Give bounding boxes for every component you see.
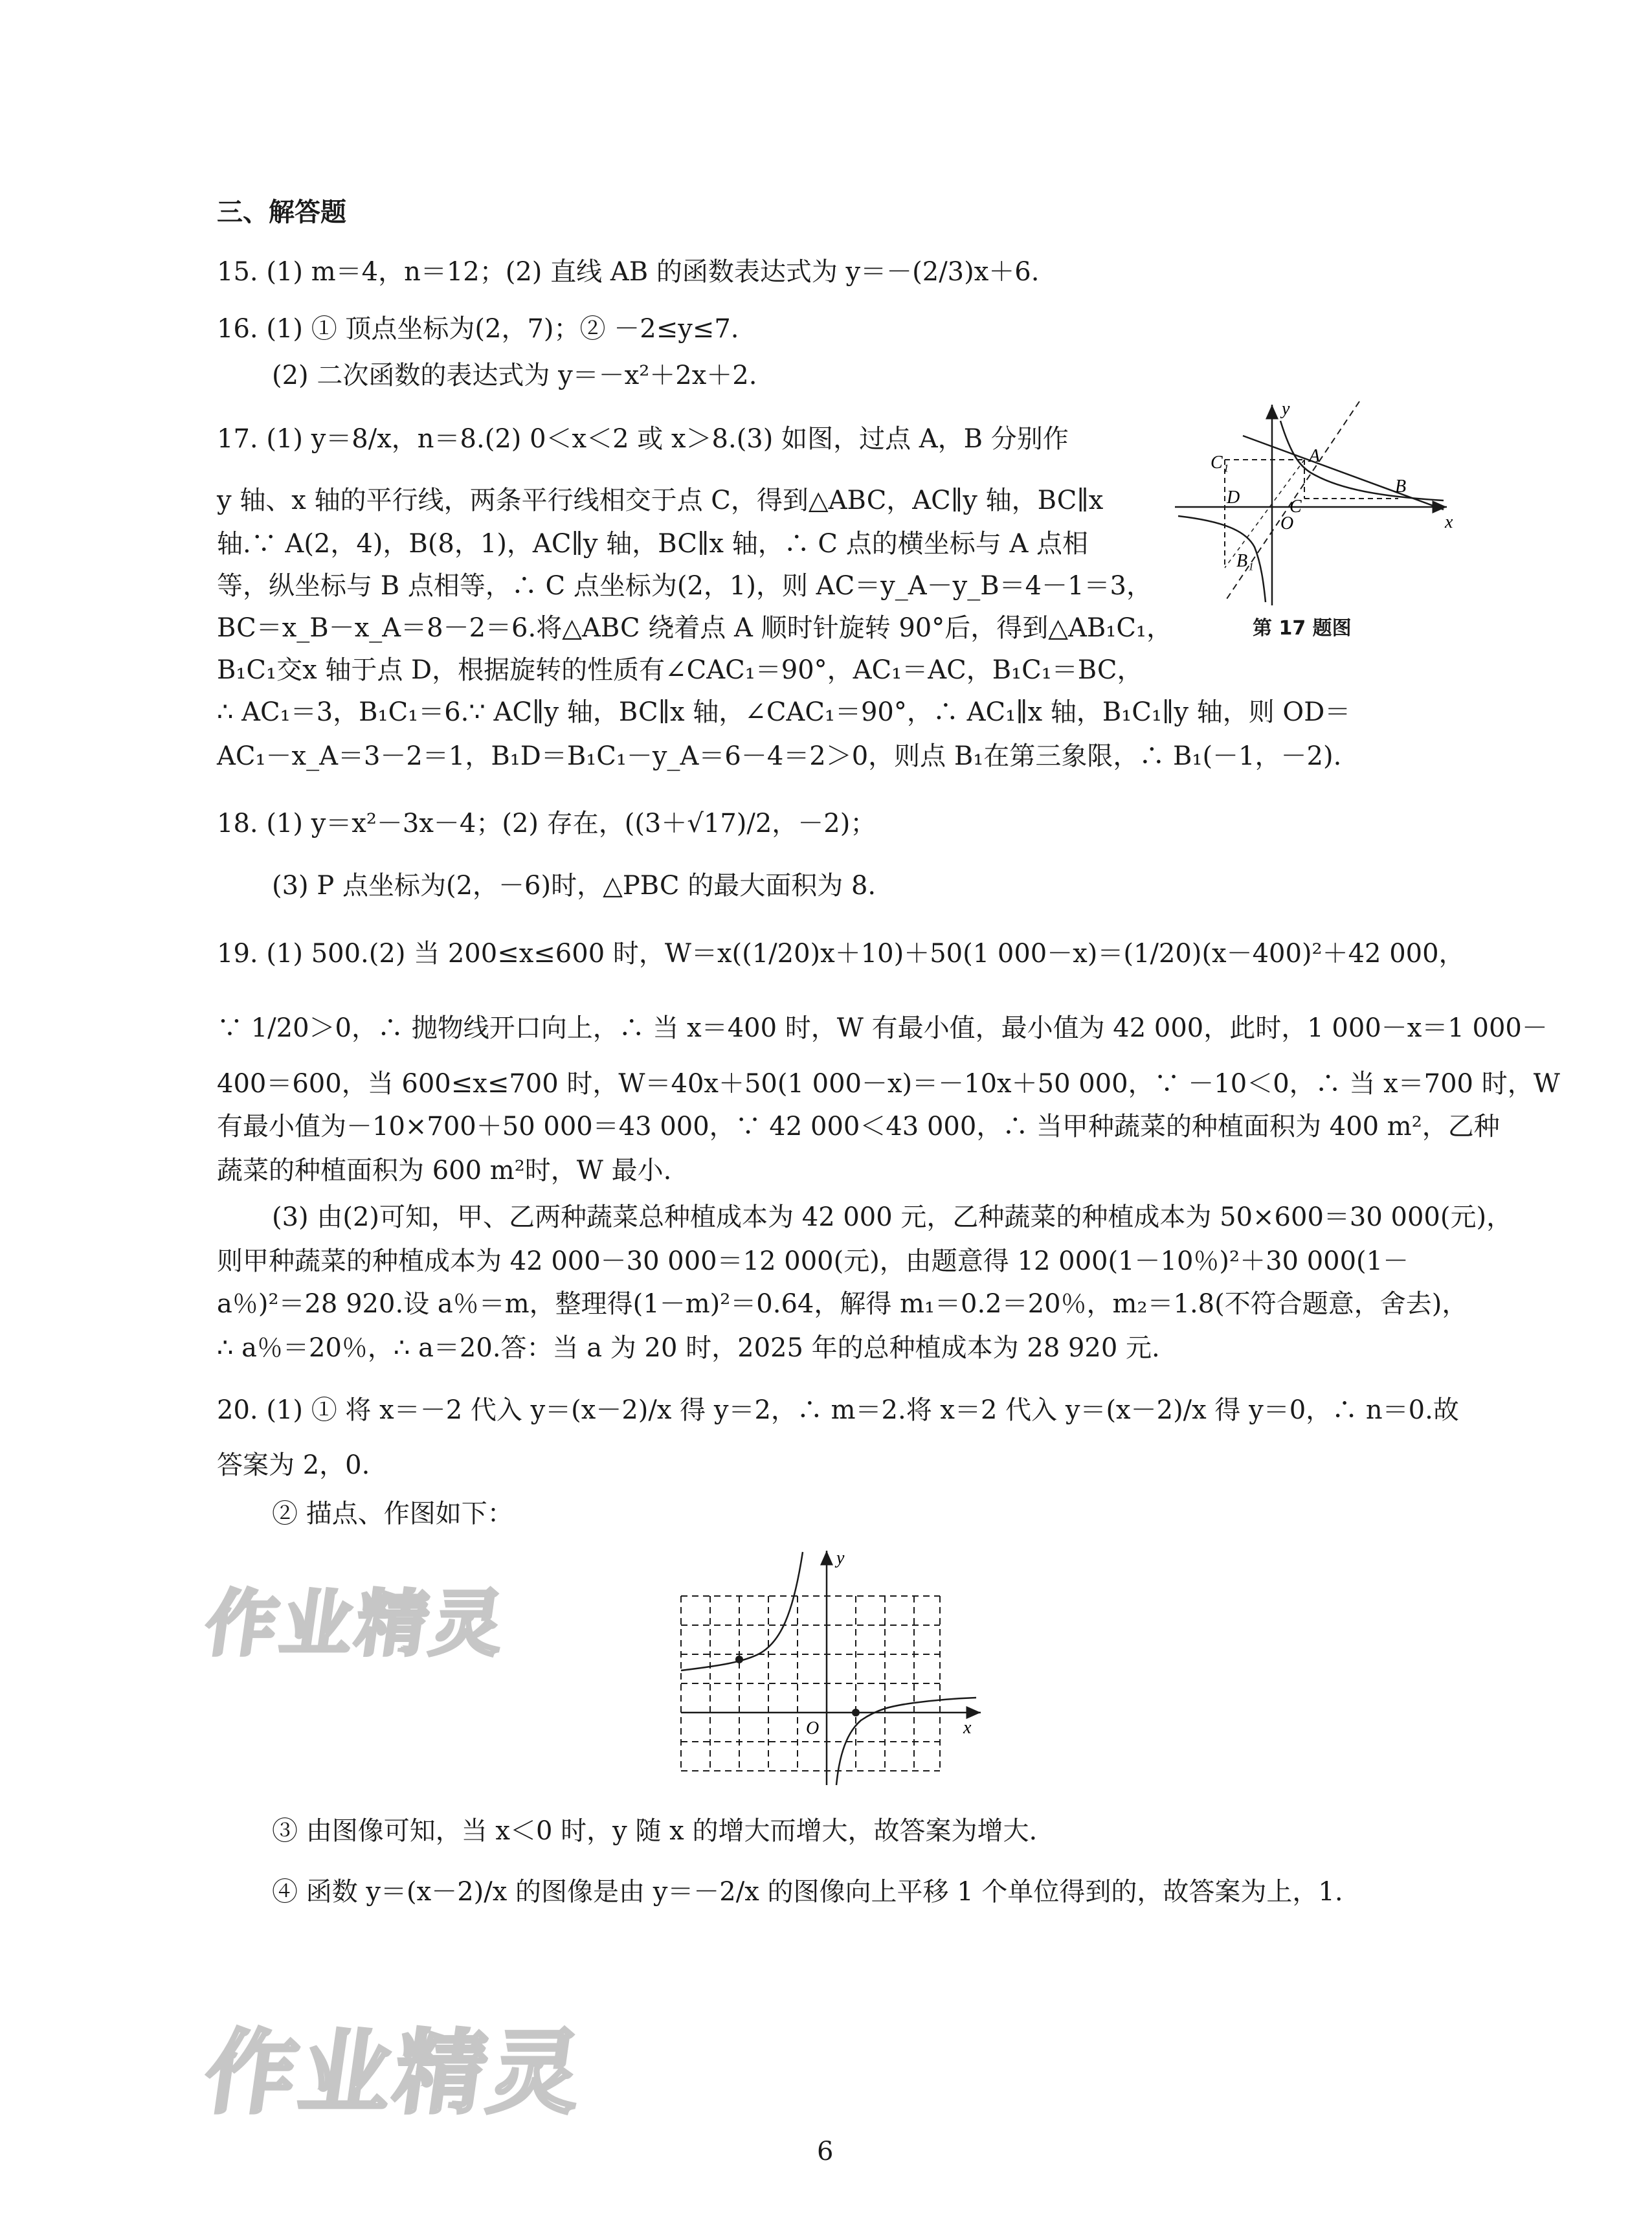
watermark-bottom: 作业精灵	[198, 2021, 592, 2126]
fig17-label-d: D	[1227, 488, 1240, 508]
figure-20	[673, 1544, 990, 1790]
answer-17-line-6: B₁C₁交x 轴于点 D，根据旋转的性质有∠CAC₁＝90°，AC₁＝AC，B₁C₁＝BC，	[217, 655, 1143, 685]
answer-20-line-2: 答案为 2，0.	[217, 1450, 370, 1480]
answer-19-line-7: 则甲种蔬菜的种植成本为 42 000－30 000＝12 000(元)，由题意得 12 000(1－10％)²＋30 000(1－	[217, 1246, 1409, 1276]
answer-16-1: 16. (1) ① 顶点坐标为(2，7)；② －2≤y≤7.	[217, 314, 739, 344]
fig17-label-y: y	[1282, 399, 1290, 419]
fig20-label-y: y	[836, 1548, 845, 1568]
fig20-label-o: O	[806, 1718, 820, 1738]
answer-20-line-4: ③ 由图像可知，当 x＜0 时，y 随 x 的增大而增大，故答案为增大.	[272, 1816, 1038, 1846]
fig20-label-x: x	[963, 1718, 972, 1738]
answer-17-line-1: 17. (1) y＝8/x，n＝8.(2) 0＜x＜2 或 x＞8.(3) 如图，过点 A，B 分别作	[217, 424, 1069, 454]
answer-19-line-5: 蔬菜的种植面积为 600 m²时，W 最小.	[217, 1156, 672, 1186]
fig17-label-c1: C₁	[1211, 453, 1229, 473]
answer-20-line-5: ④ 函数 y＝(x－2)/x 的图像是由 y＝－2/x 的图像向上平移 1 个单位得到的，故答案为上，1.	[272, 1877, 1343, 1907]
section-title: 三、解答题	[217, 197, 346, 227]
answer-17-line-8: AC₁－x_A＝3－2＝1，B₁D＝B₁C₁－y_A＝6－4＝2＞0，则点 B₁在第三象限，∴ B₁(－1，－2).	[217, 741, 1342, 771]
fig17-label-c: C	[1289, 497, 1302, 517]
answer-19-line-4: 有最小值为－10×700＋50 000＝43 000，∵ 42 000＜43 000，∴ 当甲种蔬菜的种植面积为 400 m²，乙种	[217, 1112, 1500, 1141]
answer-20-line-1: 20. (1) ① 将 x＝－2 代入 y＝(x－2)/x 得 y＝2，∴ m＝2.将 x＝2 代入 y＝(x－2)/x 得 y＝0，∴ n＝0.故	[217, 1395, 1459, 1425]
watermark-mid: 作业精灵	[200, 1582, 513, 1665]
fig17-label-a: A	[1309, 446, 1321, 466]
fig20-curve-left	[681, 1552, 803, 1670]
answer-15: 15. (1) m＝4，n＝12；(2) 直线 AB 的函数表达式为 y＝－(2/3)x＋6.	[217, 257, 1040, 287]
fig20-point-n	[852, 1709, 860, 1716]
answer-17-line-3: 轴.∵ A(2，4)，B(8，1)，AC∥y 轴，BC∥x 轴，∴ C 点的横坐标与 A 点相	[217, 529, 1089, 559]
figure-17-caption: 第 17 题图	[1253, 617, 1352, 640]
answer-19-line-6: (3) 由(2)可知，甲、乙两种蔬菜总种植成本为 42 000 元，乙种蔬菜的种植成本为 50×600＝30 000(元)，	[272, 1202, 1513, 1232]
answer-19-line-3: 400＝600，当 600≤x≤700 时，W＝40x＋50(1 000－x)＝－10x＋50 000，∵ －10＜0，∴ 当 x＝700 时，W	[217, 1069, 1560, 1099]
fig17-label-o: O	[1280, 513, 1294, 534]
fig20-point-m	[735, 1656, 743, 1663]
answer-19-line-8: a％)²＝28 920.设 a％＝m，整理得(1－m)²＝0.64，解得 m₁＝0.2＝20％，m₂＝1.8(不符合题意，舍去)，	[217, 1289, 1468, 1319]
fig17-label-x: x	[1445, 512, 1453, 532]
answer-18-1: 18. (1) y＝x²－3x－4；(2) 存在，((3＋√17)/2，－2)；	[217, 809, 876, 838]
fig17-label-b: B	[1395, 477, 1407, 497]
answer-19-line-1: 19. (1) 500.(2) 当 200≤x≤600 时，W＝x((1/20)x＋10)＋50(1 000－x)＝(1/20)(x－400)²＋42 000，	[217, 939, 1465, 969]
answer-17-line-5: BC＝x_B－x_A＝8－2＝6.将△ABC 绕着点 A 顺时针旋转 90°后，得到△AB₁C₁，	[217, 613, 1172, 643]
page-number: 6	[817, 2137, 834, 2166]
figure-17	[1172, 398, 1463, 612]
answer-17-line-7: ∴ AC₁＝3，B₁C₁＝6.∵ AC∥y 轴，BC∥x 轴，∠CAC₁＝90°，∴ AC₁∥x 轴，B₁C₁∥y 轴，则 OD＝	[217, 697, 1351, 727]
answer-17-line-4: 等，纵坐标与 B 点相等，∴ C 点坐标为(2，1)，则 AC＝y_A－y_B＝4－1＝3，	[217, 571, 1152, 601]
answer-16-2: (2) 二次函数的表达式为 y＝－x²＋2x＋2.	[272, 361, 757, 390]
answer-19-line-9: ∴ a％＝20％，∴ a＝20.答：当 a 为 20 时，2025 年的总种植成本为 28 920 元.	[217, 1333, 1160, 1363]
answer-18-2: (3) P 点坐标为(2，－6)时，△PBC 的最大面积为 8.	[272, 871, 876, 901]
fig17-label-b1: B₁	[1236, 551, 1254, 571]
answer-20-line-3: ② 描点、作图如下：	[272, 1499, 513, 1529]
answer-19-line-2: ∵ 1/20＞0，∴ 抛物线开口向上，∴ 当 x＝400 时，W 有最小值，最小值为 42 000，此时，1 000－x＝1 000－	[217, 1013, 1548, 1043]
answer-17-line-2: y 轴、x 轴的平行线，两条平行线相交于点 C，得到△ABC，AC∥y 轴，BC∥x	[217, 486, 1104, 515]
